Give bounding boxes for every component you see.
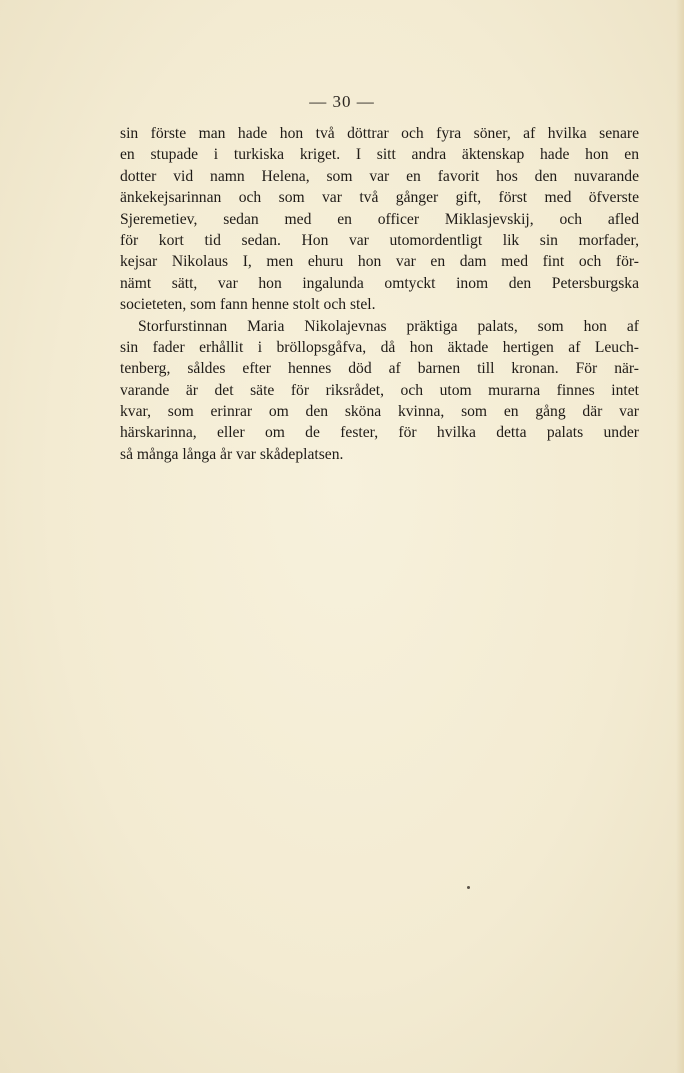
body-text (120, 123, 639, 465)
text-line: kejsar Nikolaus I, men ehuru hon var en dam med fint och för- (120, 253, 639, 271)
text-line: dotter vid namn Helena, som var en favorit hos den nuvarande (120, 167, 639, 185)
text-line: härskarinna, eller om de fester, för hvilka detta palats under (120, 424, 639, 442)
paper-speck (467, 886, 470, 889)
text-line: så många långa år var skådeplatsen. (120, 445, 344, 463)
page-edge-shadow (676, 0, 684, 1073)
text-line: en stupade i turkiska kriget. I sitt andra äktenskap hade hon en (120, 146, 639, 164)
text-line: Storfurstinnan Maria Nikolajevnas präktiga palats, som hon af (138, 317, 639, 335)
text-line: varande är det säte för riksrådet, och utom murarna finnes intet (120, 381, 639, 399)
text-line: sin förste man hade hon två döttrar och fyra söner, af hvilka senare (120, 125, 639, 142)
text-line: för kort tid sedan. Hon var utomordentligt lik sin morfader, (120, 231, 639, 249)
text-line: Sjeremetiev, sedan med en officer Miklasjevskij, och afled (120, 210, 639, 228)
page-number: — 30 — (309, 92, 375, 111)
text-line: societeten, som fann henne stolt och stel. (120, 296, 376, 314)
text-line: nämt sätt, var hon ingalunda omtyckt inom den Petersburgska (120, 274, 639, 292)
text-line: kvar, som erinrar om den sköna kvinna, som en gång där var (120, 403, 639, 421)
text-line: sin fader erhållit i bröllopsgåfva, då hon äktade hertigen af Leuch- (120, 338, 639, 356)
text-line: änkekejsarinnan och som var två gånger gift, först med öfverste (120, 189, 639, 207)
text-line: tenberg, såldes efter hennes död af barnen till kronan. För när- (120, 360, 639, 378)
